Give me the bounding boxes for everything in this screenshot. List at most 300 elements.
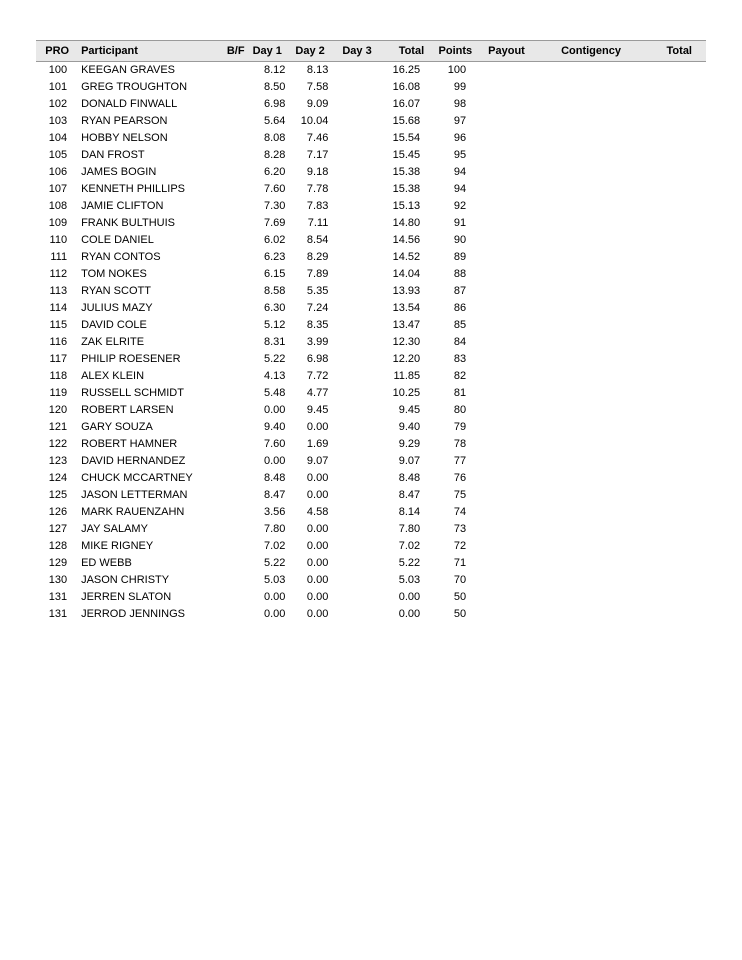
table-row (36, 555, 706, 572)
cell-bf (214, 232, 248, 249)
cell-total2 (644, 317, 706, 334)
cell-day1: 0.00 (263, 591, 286, 603)
cell-participant: JULIUS MAZY (81, 302, 153, 314)
cell-points: 95 (453, 149, 467, 161)
cell-points: 98 (453, 98, 467, 110)
cell-contingency (547, 487, 644, 504)
cell-points: 79 (453, 421, 467, 433)
cell-total: 15.38 (392, 166, 421, 178)
cell-day2: 0.00 (306, 489, 329, 501)
cell-points: 83 (453, 353, 467, 365)
cell-points: 90 (453, 234, 467, 246)
cell-day3 (338, 589, 380, 606)
cell-day2: 1.69 (306, 438, 329, 450)
cell-day1: 5.64 (263, 115, 286, 127)
cell-day2: 8.54 (306, 234, 329, 246)
cell-points: 75 (453, 489, 467, 501)
cell-contingency (547, 113, 644, 130)
cell-day1: 6.98 (263, 98, 286, 110)
cell-total2 (644, 555, 706, 572)
cell-day2: 6.98 (306, 353, 329, 365)
cell-day3 (338, 538, 380, 555)
cell-day2: 7.46 (306, 132, 329, 144)
cell-payout (476, 198, 547, 215)
cell-contingency (547, 62, 644, 80)
cell-contingency (547, 334, 644, 351)
cell-day2: 0.00 (306, 591, 329, 603)
cell-day1: 0.00 (263, 455, 286, 467)
cell-day1: 8.12 (263, 64, 286, 76)
cell-total: 9.45 (398, 404, 421, 416)
cell-total: 12.30 (392, 336, 421, 348)
column-header-points: Points (428, 41, 476, 62)
cell-bf (214, 589, 248, 606)
cell-day2: 0.00 (306, 608, 329, 620)
cell-total: 15.45 (392, 149, 421, 161)
cell-total2 (644, 113, 706, 130)
cell-day2: 8.29 (306, 251, 329, 263)
cell-participant: ROBERT HAMNER (81, 438, 178, 450)
cell-points: 78 (453, 438, 467, 450)
cell-total2 (644, 351, 706, 368)
column-header-participant: Participant (73, 41, 214, 62)
cell-day3 (338, 334, 380, 351)
column-header-day3: Day 3 (338, 41, 380, 62)
cell-pro: 122 (48, 438, 68, 450)
table-row (36, 470, 706, 487)
cell-total: 11.85 (393, 370, 421, 382)
cell-day2: 10.04 (300, 115, 329, 127)
cell-day1: 7.80 (263, 523, 286, 535)
cell-bf (214, 130, 248, 147)
cell-day2: 7.89 (306, 268, 329, 280)
cell-points: 73 (453, 523, 467, 535)
cell-day3 (338, 351, 380, 368)
cell-participant: DAVID COLE (81, 319, 147, 331)
cell-bf (214, 266, 248, 283)
cell-day2: 8.13 (306, 64, 329, 76)
cell-day2: 0.00 (306, 523, 329, 535)
cell-bf (214, 436, 248, 453)
cell-total2 (644, 589, 706, 606)
table-row (36, 487, 706, 504)
cell-day2: 0.00 (306, 472, 329, 484)
cell-points: 91 (453, 217, 467, 229)
column-header-bf: B/F (214, 41, 248, 62)
cell-bf (214, 164, 248, 181)
table-row (36, 351, 706, 368)
cell-pro: 127 (48, 523, 68, 535)
cell-bf (214, 79, 248, 96)
table-row (36, 198, 706, 215)
cell-total: 9.07 (398, 455, 421, 467)
cell-points: 94 (453, 166, 467, 178)
cell-points: 100 (447, 64, 467, 76)
cell-participant: JASON LETTERMAN (81, 489, 188, 501)
table-row (36, 164, 706, 181)
cell-bf (214, 487, 248, 504)
cell-total2 (644, 198, 706, 215)
cell-participant: MARK RAUENZAHN (81, 506, 185, 518)
cell-day3 (338, 572, 380, 589)
cell-contingency (547, 572, 644, 589)
cell-day1: 6.15 (263, 268, 286, 280)
cell-pro: 102 (48, 98, 68, 110)
cell-total2 (644, 606, 706, 623)
cell-day2: 7.58 (306, 81, 329, 93)
cell-total: 5.03 (398, 574, 421, 586)
cell-pro: 118 (49, 370, 68, 382)
tournament-results-table (36, 40, 706, 623)
cell-pro: 109 (48, 217, 68, 229)
cell-bf (214, 215, 248, 232)
cell-day2: 0.00 (306, 557, 329, 569)
cell-total: 14.04 (392, 268, 421, 280)
cell-day2: 5.35 (306, 285, 329, 297)
cell-contingency (547, 215, 644, 232)
cell-bf (214, 385, 248, 402)
cell-pro: 100 (48, 64, 68, 76)
cell-day3 (338, 419, 380, 436)
cell-pro: 108 (48, 200, 68, 212)
cell-pro: 125 (48, 489, 68, 501)
cell-payout (476, 487, 547, 504)
cell-participant: KEEGAN GRAVES (81, 64, 176, 76)
cell-total: 13.93 (392, 285, 421, 297)
table-row (36, 589, 706, 606)
cell-day1: 5.48 (263, 387, 286, 399)
cell-contingency (547, 419, 644, 436)
table-row (36, 572, 706, 589)
table-row (36, 538, 706, 555)
cell-total: 13.47 (392, 319, 421, 331)
cell-total2 (644, 368, 706, 385)
cell-pro: 110 (49, 234, 68, 246)
cell-total2 (644, 232, 706, 249)
table-row (36, 113, 706, 130)
cell-bf (214, 402, 248, 419)
cell-payout (476, 606, 547, 623)
cell-day1: 8.28 (263, 149, 286, 161)
cell-bf (214, 283, 248, 300)
cell-day3 (338, 317, 380, 334)
cell-day3 (338, 453, 380, 470)
cell-bf (214, 521, 248, 538)
cell-total: 9.40 (398, 421, 421, 433)
cell-day3 (338, 249, 380, 266)
cell-day1: 8.31 (263, 336, 286, 348)
table-row (36, 606, 706, 623)
table-row (36, 300, 706, 317)
cell-payout (476, 147, 547, 164)
cell-contingency (547, 436, 644, 453)
cell-total2 (644, 130, 706, 147)
cell-bf (214, 62, 248, 80)
cell-participant: COLE DANIEL (81, 234, 154, 246)
cell-contingency (547, 402, 644, 419)
cell-bf (214, 317, 248, 334)
cell-participant: DAVID HERNANDEZ (81, 455, 186, 467)
cell-participant: RYAN PEARSON (81, 115, 168, 127)
cell-contingency (547, 606, 644, 623)
cell-day1: 5.12 (263, 319, 286, 331)
cell-total: 16.08 (392, 81, 421, 93)
cell-day3 (338, 402, 380, 419)
table-row (36, 130, 706, 147)
cell-payout (476, 181, 547, 198)
table-header-row (36, 41, 706, 62)
cell-total: 7.02 (398, 540, 421, 552)
cell-payout (476, 62, 547, 80)
cell-contingency (547, 130, 644, 147)
cell-contingency (547, 453, 644, 470)
cell-contingency (547, 198, 644, 215)
cell-day3 (338, 181, 380, 198)
cell-total: 8.48 (398, 472, 421, 484)
cell-contingency (547, 249, 644, 266)
cell-pro: 104 (48, 132, 68, 144)
cell-total: 14.52 (392, 251, 421, 263)
cell-total: 15.68 (392, 115, 421, 127)
cell-contingency (547, 300, 644, 317)
cell-pro: 128 (48, 540, 68, 552)
cell-payout (476, 215, 547, 232)
cell-total: 0.00 (398, 608, 421, 620)
cell-contingency (547, 351, 644, 368)
cell-total2 (644, 385, 706, 402)
cell-day1: 7.60 (263, 183, 286, 195)
cell-day1: 8.58 (263, 285, 286, 297)
cell-total2 (644, 79, 706, 96)
table-row (36, 385, 706, 402)
cell-day3 (338, 215, 380, 232)
cell-pro: 105 (48, 149, 68, 161)
cell-payout (476, 249, 547, 266)
cell-day3 (338, 521, 380, 538)
cell-contingency (547, 283, 644, 300)
cell-total: 16.25 (392, 64, 421, 76)
cell-day3 (338, 198, 380, 215)
cell-total2 (644, 215, 706, 232)
cell-day1: 6.02 (263, 234, 286, 246)
cell-day1: 6.23 (263, 251, 286, 263)
cell-total: 9.29 (398, 438, 421, 450)
cell-contingency (547, 317, 644, 334)
cell-points: 76 (453, 472, 467, 484)
cell-day3 (338, 470, 380, 487)
cell-participant: JERROD JENNINGS (81, 608, 185, 620)
cell-participant: CHUCK MCCARTNEY (81, 472, 193, 484)
cell-total2 (644, 419, 706, 436)
cell-day1: 3.56 (263, 506, 286, 518)
cell-points: 85 (453, 319, 467, 331)
cell-day1: 7.69 (263, 217, 286, 229)
cell-points: 87 (453, 285, 467, 297)
cell-points: 72 (453, 540, 467, 552)
cell-day2: 8.35 (306, 319, 329, 331)
cell-bf (214, 606, 248, 623)
cell-payout (476, 470, 547, 487)
table-row (36, 317, 706, 334)
cell-participant: JAY SALAMY (81, 523, 148, 535)
cell-payout (476, 538, 547, 555)
table-body (36, 62, 706, 624)
table-row (36, 419, 706, 436)
cell-bf (214, 198, 248, 215)
cell-day2: 7.24 (306, 302, 329, 314)
cell-day1: 9.40 (263, 421, 286, 433)
cell-payout (476, 589, 547, 606)
cell-points: 96 (453, 132, 467, 144)
cell-payout (476, 555, 547, 572)
cell-pro: 107 (48, 183, 68, 195)
table-row (36, 453, 706, 470)
cell-pro: 103 (48, 115, 68, 127)
cell-total2 (644, 62, 706, 80)
cell-total2 (644, 334, 706, 351)
cell-total: 5.22 (398, 557, 421, 569)
cell-day3 (338, 283, 380, 300)
cell-points: 84 (453, 336, 467, 348)
cell-day2: 0.00 (306, 421, 329, 433)
cell-participant: ED WEBB (81, 557, 132, 569)
cell-day1: 6.30 (263, 302, 286, 314)
cell-day3 (338, 130, 380, 147)
cell-total2 (644, 96, 706, 113)
column-header-pro: PRO (36, 41, 73, 62)
cell-day3 (338, 62, 380, 80)
cell-day1: 8.08 (263, 132, 286, 144)
cell-bf (214, 300, 248, 317)
cell-payout (476, 232, 547, 249)
cell-bf (214, 96, 248, 113)
table-row (36, 436, 706, 453)
table-row (36, 249, 706, 266)
table-row (36, 334, 706, 351)
cell-payout (476, 385, 547, 402)
cell-day3 (338, 487, 380, 504)
cell-bf (214, 453, 248, 470)
cell-pro: 123 (48, 455, 68, 467)
table-row (36, 368, 706, 385)
cell-bf (214, 113, 248, 130)
cell-pro: 117 (49, 353, 68, 365)
cell-total2 (644, 147, 706, 164)
cell-points: 50 (453, 591, 467, 603)
table-row (36, 215, 706, 232)
table-header (36, 41, 706, 62)
cell-day3 (338, 606, 380, 623)
cell-total: 8.14 (398, 506, 421, 518)
cell-total2 (644, 402, 706, 419)
cell-day3 (338, 266, 380, 283)
cell-day1: 8.50 (263, 81, 286, 93)
cell-participant: ZAK ELRITE (81, 336, 145, 348)
table-row (36, 96, 706, 113)
cell-contingency (547, 232, 644, 249)
cell-total2 (644, 266, 706, 283)
cell-pro: 126 (48, 506, 68, 518)
cell-points: 99 (453, 81, 467, 93)
cell-payout (476, 419, 547, 436)
cell-pro: 113 (49, 285, 68, 297)
column-header-day2: Day 2 (291, 41, 338, 62)
cell-participant: JAMES BOGIN (81, 166, 157, 178)
cell-participant: JAMIE CLIFTON (81, 200, 164, 212)
cell-participant: ALEX KLEIN (81, 370, 145, 382)
cell-total2 (644, 572, 706, 589)
cell-pro: 106 (48, 166, 68, 178)
cell-day2: 9.18 (306, 166, 329, 178)
cell-day3 (338, 113, 380, 130)
cell-pro: 131 (48, 608, 68, 620)
table-row (36, 232, 706, 249)
table-row (36, 266, 706, 283)
cell-day1: 7.60 (263, 438, 286, 450)
cell-bf (214, 351, 248, 368)
cell-pro: 119 (49, 387, 68, 399)
cell-pro: 101 (48, 81, 68, 93)
cell-points: 71 (453, 557, 467, 569)
cell-participant: JERREN SLATON (81, 591, 172, 603)
cell-participant: MIKE RIGNEY (81, 540, 154, 552)
cell-total: 7.80 (398, 523, 421, 535)
cell-day2: 4.58 (306, 506, 329, 518)
cell-points: 81 (453, 387, 467, 399)
cell-contingency (547, 521, 644, 538)
cell-bf (214, 470, 248, 487)
cell-day3 (338, 300, 380, 317)
cell-day1: 0.00 (263, 608, 286, 620)
table-row (36, 62, 706, 80)
cell-pro: 116 (49, 336, 68, 348)
cell-participant: TOM NOKES (81, 268, 147, 280)
cell-contingency (547, 96, 644, 113)
cell-total2 (644, 470, 706, 487)
cell-points: 92 (453, 200, 467, 212)
cell-points: 77 (453, 455, 467, 467)
cell-bf (214, 555, 248, 572)
cell-total: 16.07 (392, 98, 421, 110)
cell-total2 (644, 283, 706, 300)
cell-points: 88 (453, 268, 467, 280)
cell-day2: 0.00 (306, 574, 329, 586)
cell-total2 (644, 300, 706, 317)
cell-day1: 6.20 (263, 166, 286, 178)
cell-total: 13.54 (392, 302, 421, 314)
cell-pro: 112 (49, 268, 68, 280)
cell-points: 80 (453, 404, 467, 416)
cell-day2: 9.07 (306, 455, 329, 467)
cell-day2: 9.45 (306, 404, 329, 416)
cell-total2 (644, 249, 706, 266)
cell-day2: 7.17 (306, 149, 329, 161)
cell-contingency (547, 147, 644, 164)
cell-payout (476, 266, 547, 283)
cell-payout (476, 334, 547, 351)
cell-points: 74 (453, 506, 467, 518)
cell-day3 (338, 147, 380, 164)
cell-day1: 0.00 (263, 404, 286, 416)
cell-day1: 8.48 (263, 472, 286, 484)
cell-day1: 5.22 (263, 557, 286, 569)
cell-day3 (338, 232, 380, 249)
cell-pro: 114 (49, 302, 68, 314)
cell-day2: 7.72 (306, 370, 329, 382)
cell-day1: 5.22 (263, 353, 286, 365)
cell-total2 (644, 453, 706, 470)
cell-contingency (547, 79, 644, 96)
